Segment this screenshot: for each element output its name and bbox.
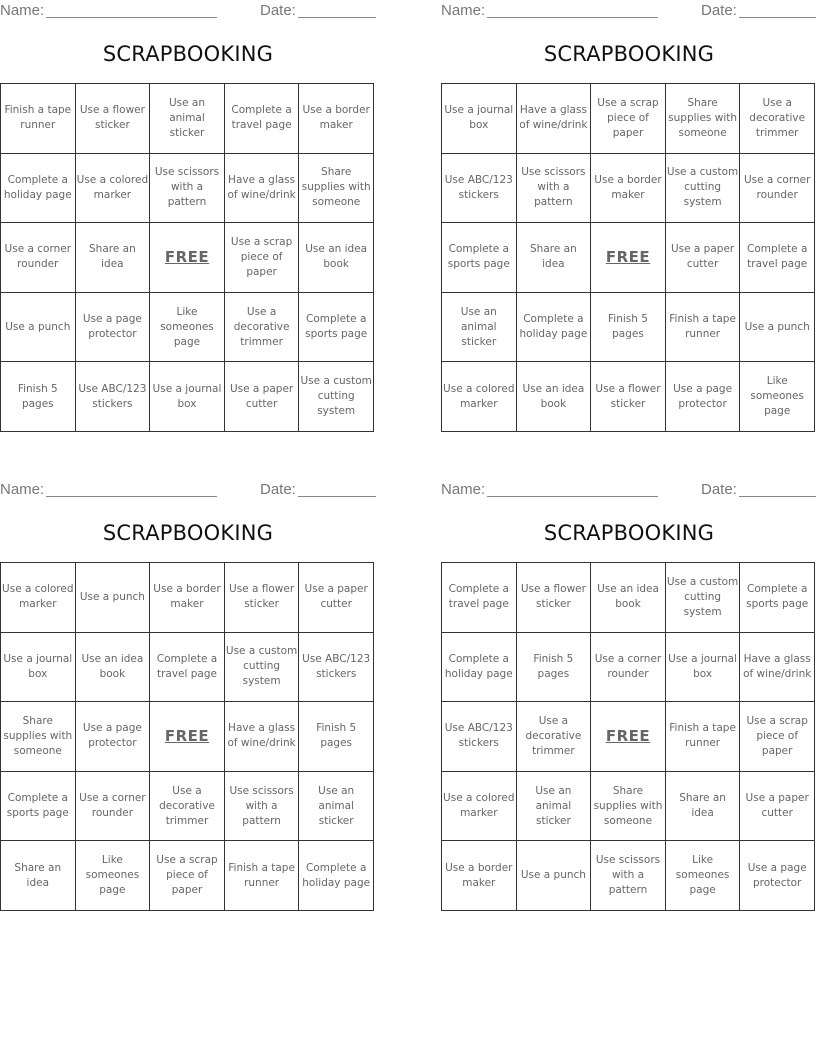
bingo-cell: Use a scrap piece of paper [225, 223, 300, 293]
bingo-cell: Use a page protector [740, 841, 815, 911]
name-field-line[interactable] [487, 496, 658, 497]
bingo-cell: Use a paper cutter [225, 362, 300, 432]
bingo-cell: Use a journal box [1, 633, 76, 703]
bingo-cell: Use scissors with a pattern [591, 841, 666, 911]
bingo-cell: Use a decorative trimmer [150, 772, 225, 842]
bingo-cell: Have a glass of wine/drink [225, 154, 300, 224]
bingo-cell: Use a flower sticker [76, 84, 151, 154]
bingo-cell: Use ABC/123 stickers [299, 633, 374, 703]
bingo-cell: Use a custom cutting system [225, 633, 300, 703]
bingo-cell: Use a scrap piece of paper [591, 84, 666, 154]
bingo-cell: Finish 5 pages [591, 293, 666, 363]
bingo-cell: Use a paper cutter [299, 563, 374, 633]
bingo-cell: Complete a holiday page [442, 633, 517, 703]
card-header [0, 0, 376, 22]
bingo-cell: Like someones page [740, 362, 815, 432]
bingo-cell: Like someones page [76, 841, 151, 911]
bingo-cell: Use a corner rounder [1, 223, 76, 293]
bingo-cell: Share an idea [1, 841, 76, 911]
bingo-cell: Finish 5 pages [517, 633, 592, 703]
name-field-line[interactable] [46, 496, 217, 497]
bingo-cell: Use a journal box [150, 362, 225, 432]
bingo-cell: Complete a holiday page [1, 154, 76, 224]
bingo-cell: Use a colored marker [1, 563, 76, 633]
card-header [441, 479, 816, 501]
bingo-cell: Have a glass of wine/drink [225, 702, 300, 772]
card-title: SCRAPBOOKING [102, 521, 274, 545]
bingo-cell: Finish 5 pages [299, 702, 374, 772]
bingo-cell: Use ABC/123 stickers [442, 702, 517, 772]
bingo-cell: Use a border maker [442, 841, 517, 911]
bingo-cell: Complete a holiday page [517, 293, 592, 363]
date-field-line[interactable] [739, 496, 816, 497]
bingo-cell: Use a page protector [76, 702, 151, 772]
card-title: SCRAPBOOKING [102, 42, 274, 66]
bingo-cell: Complete a sports page [442, 223, 517, 293]
bingo-cell: Use an animal sticker [442, 293, 517, 363]
bingo-cell: Use an idea book [517, 362, 592, 432]
bingo-cell: Use scissors with a pattern [517, 154, 592, 224]
bingo-cell: Share supplies with someone [666, 84, 741, 154]
name-label: Name: [0, 481, 45, 498]
bingo-cell: Use scissors with a pattern [150, 154, 225, 224]
bingo-cell: Use a punch [517, 841, 592, 911]
bingo-cell: Like someones page [150, 293, 225, 363]
bingo-grid [441, 562, 815, 911]
bingo-cell: Complete a travel page [225, 84, 300, 154]
bingo-cell: Use ABC/123 stickers [442, 154, 517, 224]
bingo-cell: Use a journal box [442, 84, 517, 154]
bingo-cell: Use a custom cutting system [666, 563, 741, 633]
bingo-cell: Use a scrap piece of paper [740, 702, 815, 772]
bingo-cell: Use a flower sticker [225, 563, 300, 633]
name-label: Name: [441, 2, 486, 19]
bingo-cell: Use a journal box [666, 633, 741, 703]
bingo-cell: Complete a sports page [1, 772, 76, 842]
bingo-cell: Use a page protector [76, 293, 151, 363]
bingo-cell: Have a glass of wine/drink [740, 633, 815, 703]
bingo-cell: Use a corner rounder [591, 633, 666, 703]
bingo-cell: Complete a holiday page [299, 841, 374, 911]
bingo-card-3 [0, 479, 376, 911]
bingo-cell: Use a colored marker [76, 154, 151, 224]
bingo-cell: Finish 5 pages [1, 362, 76, 432]
bingo-cell: Use an animal sticker [299, 772, 374, 842]
date-field-line[interactable] [298, 496, 376, 497]
bingo-cell: Use a paper cutter [740, 772, 815, 842]
bingo-cell: Use a custom cutting system [666, 154, 741, 224]
bingo-cell: Use a page protector [666, 362, 741, 432]
bingo-cell: Use a border maker [591, 154, 666, 224]
bingo-cell: Complete a sports page [740, 563, 815, 633]
name-field-line[interactable] [46, 17, 217, 18]
bingo-card-2 [441, 0, 816, 432]
date-label: Date: [701, 2, 737, 19]
bingo-cell: Use a flower sticker [517, 563, 592, 633]
date-label: Date: [260, 2, 296, 19]
bingo-cell: Use a paper cutter [666, 223, 741, 293]
bingo-cell: Finish a tape runner [1, 84, 76, 154]
bingo-cell: Use an animal sticker [150, 84, 225, 154]
bingo-cell: Share an idea [666, 772, 741, 842]
bingo-cell: Use a scrap piece of paper [150, 841, 225, 911]
card-title: SCRAPBOOKING [543, 521, 715, 545]
free-space-cell: FREE [591, 702, 666, 772]
bingo-grid [0, 562, 374, 911]
bingo-cell: Share supplies with someone [299, 154, 374, 224]
bingo-cell: Use ABC/123 stickers [76, 362, 151, 432]
bingo-cell: Use a colored marker [442, 772, 517, 842]
free-space-cell: FREE [150, 223, 225, 293]
card-header [441, 0, 816, 22]
free-space-cell: FREE [591, 223, 666, 293]
bingo-cell: Use scissors with a pattern [225, 772, 300, 842]
bingo-cell: Use a punch [76, 563, 151, 633]
bingo-cell: Use a decorative trimmer [740, 84, 815, 154]
bingo-cell: Finish a tape runner [666, 293, 741, 363]
free-space-cell: FREE [150, 702, 225, 772]
bingo-cell: Finish a tape runner [666, 702, 741, 772]
bingo-cell: Share an idea [517, 223, 592, 293]
bingo-cell: Have a glass of wine/drink [517, 84, 592, 154]
bingo-cell: Complete a travel page [150, 633, 225, 703]
date-field-line[interactable] [298, 17, 376, 18]
bingo-cell: Use a colored marker [442, 362, 517, 432]
bingo-cell: Like someones page [666, 841, 741, 911]
card-title: SCRAPBOOKING [543, 42, 715, 66]
date-field-line[interactable] [739, 17, 816, 18]
name-label: Name: [0, 2, 45, 19]
bingo-cell: Use an idea book [299, 223, 374, 293]
bingo-card-1 [0, 0, 376, 432]
bingo-cell: Share supplies with someone [591, 772, 666, 842]
bingo-cell: Use a punch [740, 293, 815, 363]
bingo-cell: Use a flower sticker [591, 362, 666, 432]
bingo-cell: Use an animal sticker [517, 772, 592, 842]
bingo-cell: Use a corner rounder [76, 772, 151, 842]
bingo-cell: Complete a sports page [299, 293, 374, 363]
bingo-grid [0, 83, 374, 432]
bingo-cell: Complete a travel page [442, 563, 517, 633]
bingo-cell: Use a border maker [150, 563, 225, 633]
bingo-cell: Use a custom cutting system [299, 362, 374, 432]
bingo-cell: Complete a travel page [740, 223, 815, 293]
bingo-cell: Use an idea book [591, 563, 666, 633]
bingo-cell: Use a corner rounder [740, 154, 815, 224]
bingo-card-4 [441, 479, 816, 911]
date-label: Date: [701, 481, 737, 498]
name-label: Name: [441, 481, 486, 498]
bingo-cell: Finish a tape runner [225, 841, 300, 911]
bingo-grid [441, 83, 815, 432]
bingo-cell: Use an idea book [76, 633, 151, 703]
date-label: Date: [260, 481, 296, 498]
name-field-line[interactable] [487, 17, 658, 18]
bingo-cell: Use a border maker [299, 84, 374, 154]
bingo-cell: Use a decorative trimmer [225, 293, 300, 363]
bingo-cell: Share supplies with someone [1, 702, 76, 772]
bingo-cell: Share an idea [76, 223, 151, 293]
card-header [0, 479, 376, 501]
bingo-cell: Use a decorative trimmer [517, 702, 592, 772]
bingo-cell: Use a punch [1, 293, 76, 363]
